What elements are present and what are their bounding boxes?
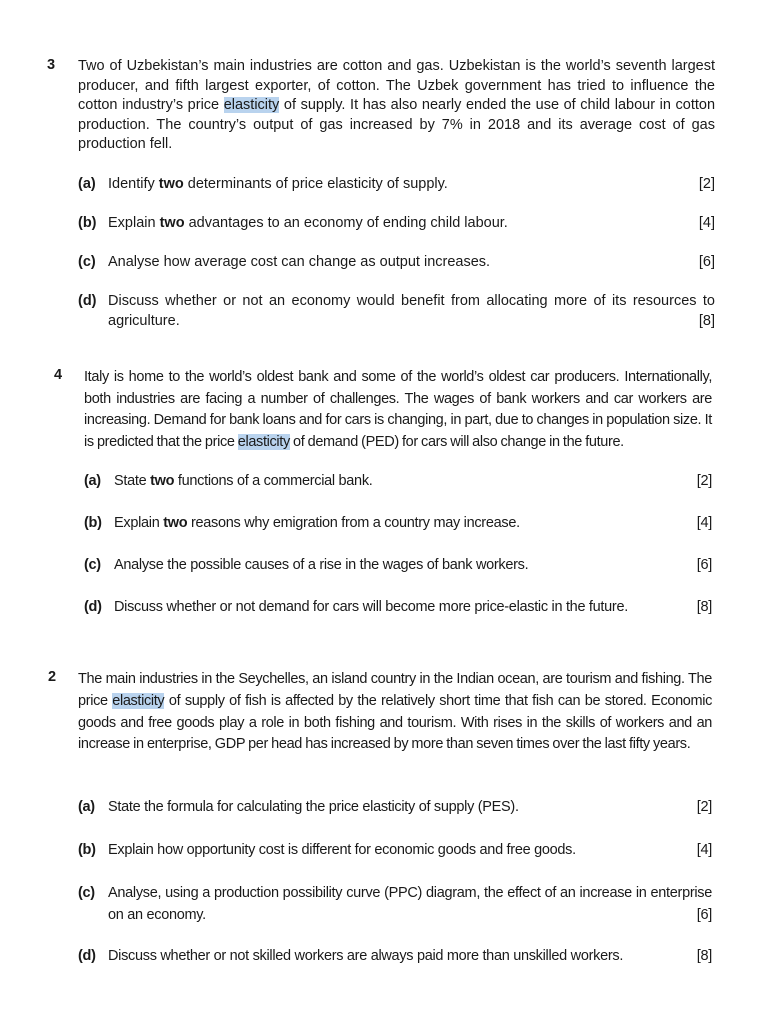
question-part	[84, 472, 712, 492]
question-part	[78, 883, 712, 925]
marks: [2]	[698, 176, 715, 192]
part-text	[108, 175, 448, 195]
marks: [8]	[698, 312, 715, 329]
marks: [8]	[696, 599, 712, 615]
part-text-pre: Explain	[114, 515, 164, 531]
part-text: Discuss whether or not an economy would benefit from allocating more of its resources to agriculture.	[108, 293, 715, 329]
question-part	[78, 214, 715, 234]
part-letter: (d)	[78, 948, 96, 964]
part-letter: (d)	[78, 293, 97, 309]
part-text: Discuss whether or not demand for cars will become more price-elastic in the future.	[114, 599, 628, 615]
question-number: 4	[54, 367, 63, 383]
part-text: Analyse how average cost can change as output increases.	[108, 254, 491, 270]
marks: [6]	[696, 557, 712, 573]
question-number: 3	[47, 57, 56, 73]
part-letter: (c)	[78, 885, 95, 901]
stem-text: of supply. It has also nearly ended the use of child labour in cotton production. The country’s output of gas increased by 7% in 2018 and its average cost of gas production fell.	[78, 97, 716, 152]
search-highlight: elasticity	[237, 433, 290, 450]
question-part	[78, 253, 715, 273]
part-letter: (a)	[78, 799, 95, 815]
marks: [2]	[696, 473, 712, 489]
part-letter: (b)	[78, 842, 96, 858]
search-highlight: elasticity	[112, 692, 165, 709]
part-text	[108, 214, 508, 234]
part-text-pre: Identify	[108, 176, 159, 192]
question-stem	[78, 669, 712, 756]
search-highlight: elasticity	[223, 97, 280, 113]
stem-text: Italy is home to the world’s oldest bank and some of the world’s oldest car producers. Internationally, both industries are facing a number of challenges. The wages of bank workers and car workers are increasing. Demand for bank loans and for cars is changing, in part, due to changes in population size. It is predicted that the price	[84, 369, 712, 450]
marks: [4]	[696, 842, 712, 858]
part-text: Explain how opportunity cost is different for economic goods and free goods.	[108, 842, 576, 858]
marks: [6]	[696, 906, 712, 923]
stem-text: Two of Uzbekistan’s main industries are cotton and gas. Uzbekistan is the world’s seventh largest producer, and fifth largest exporter, of cotton. The Uzbek government has tried to influence the cotton industry’s price	[78, 58, 715, 113]
part-letter: (c)	[84, 557, 101, 573]
part-text: State the formula for calculating the price elasticity of supply (PES).	[108, 799, 519, 815]
question-part	[78, 798, 712, 818]
part-letter: (b)	[84, 515, 102, 531]
question-part	[84, 556, 712, 576]
part-text-post: functions of a commercial bank.	[174, 473, 373, 489]
question-stem	[84, 367, 712, 453]
part-text	[114, 514, 520, 534]
part-letter: (b)	[78, 215, 97, 231]
part-text-post: reasons why emigration from a country may increase.	[187, 515, 520, 531]
question-part	[78, 841, 712, 861]
marks: [4]	[696, 515, 712, 531]
part-text-pre: Explain	[108, 215, 160, 231]
part-text-pre: State	[114, 473, 151, 489]
part-text: Analyse, using a production possibility curve (PPC) diagram, the effect of an increase in enterprise on an economy.	[108, 885, 712, 923]
stem-text: of supply of fish is affected by the relatively short time that fish can be stored. Economic goods and free goods play a role in both fishing and tourism. With rises in the skills of workers and an increase in enterprise, GDP per head has increased by more than seven times over the last fifty years.	[78, 692, 713, 753]
part-letter: (d)	[84, 599, 102, 615]
question-part	[84, 514, 712, 534]
part-text-emphasis: two	[158, 176, 184, 192]
question-part	[78, 175, 715, 195]
question-part	[84, 598, 712, 618]
part-text-post: determinants of price elasticity of supply.	[183, 176, 448, 192]
marks: [8]	[696, 948, 712, 964]
question-part	[78, 947, 712, 967]
part-text-emphasis: two	[163, 515, 188, 531]
question-number: 2	[48, 669, 57, 685]
part-text: Analyse the possible causes of a rise in the wages of bank workers.	[114, 557, 529, 573]
marks: [6]	[698, 254, 715, 270]
question-part	[78, 292, 715, 332]
stem-text: The main industries in the Seychelles, an island country in the Indian ocean, are tourism and fishing. The price	[78, 671, 712, 709]
part-letter: (c)	[78, 254, 96, 270]
part-letter: (a)	[78, 176, 96, 192]
question-stem	[78, 57, 715, 155]
part-text-emphasis: two	[150, 473, 175, 489]
part-letter: (a)	[84, 473, 101, 489]
stem-text: of demand (PED) for cars will also change in the future.	[289, 433, 624, 450]
part-text: Discuss whether or not skilled workers are always paid more than unskilled workers.	[108, 948, 624, 964]
part-text	[114, 472, 373, 492]
marks: [4]	[698, 215, 715, 231]
part-text-post: advantages to an economy of ending child labour.	[184, 215, 508, 231]
marks: [2]	[696, 799, 712, 815]
part-text-emphasis: two	[159, 215, 185, 231]
